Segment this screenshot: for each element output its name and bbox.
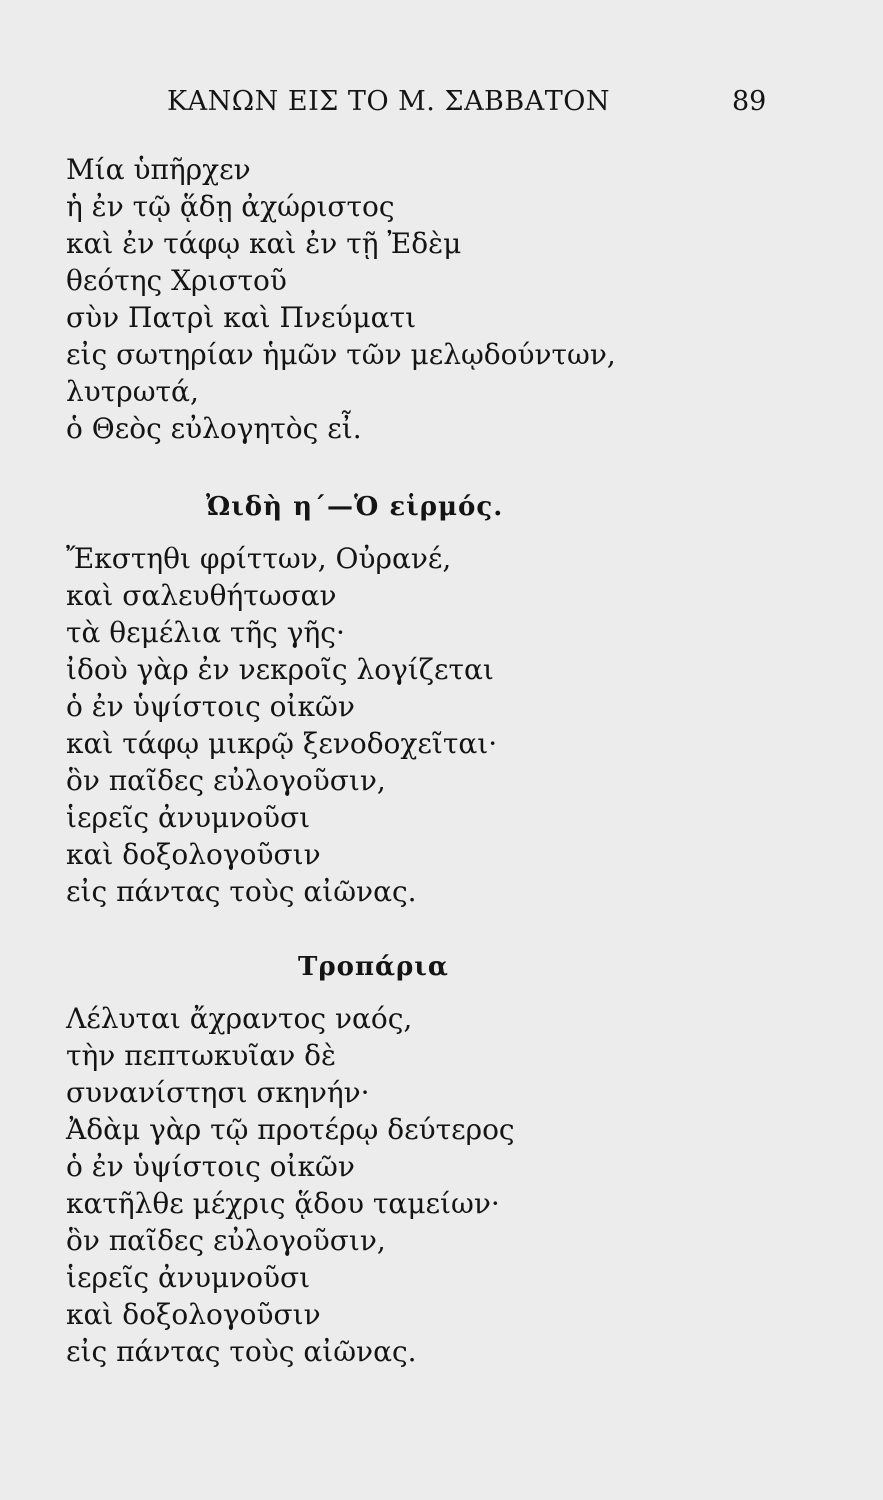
text-line: καὶ ἐν τάφῳ καὶ ἐν τῇ Ἐδὲμ bbox=[66, 227, 462, 260]
stanza-2 bbox=[66, 540, 497, 910]
text-line: καὶ δοξολογοῦσιν bbox=[66, 838, 321, 871]
stanza-1 bbox=[66, 151, 616, 447]
text-line: θεότης Χριστοῦ bbox=[66, 264, 287, 297]
section-heading-troparia: Τροπάρια bbox=[298, 952, 449, 982]
text-line: Μία ὑπῆρχεν bbox=[66, 153, 251, 186]
section-heading-ode: Ὠιδὴ η΄—Ὁ εἱρμός. bbox=[206, 492, 504, 522]
text-line: συνανίστησι σκηνήν· bbox=[66, 1076, 370, 1109]
text-line: Λέλυται ἄχραντος ναός, bbox=[66, 1002, 413, 1035]
text-line: καὶ σαλευθήτωσαν bbox=[66, 579, 337, 612]
text-line: εἰς πάντας τοὺς αἰῶνας. bbox=[66, 875, 417, 908]
text-line: Ἀδὰμ γὰρ τῷ προτέρῳ δεύτερος bbox=[66, 1113, 515, 1146]
text-line: ἡ ἐν τῷ ᾅδῃ ἀχώριστος bbox=[66, 190, 395, 223]
text-line: ἱερεῖς ἀνυμνοῦσι bbox=[66, 1261, 311, 1294]
text-line: ὃν παῖδες εὐλογοῦσιν, bbox=[66, 1224, 386, 1257]
text-line: κατῆλθε μέχρις ᾅδου ταμείων· bbox=[66, 1187, 500, 1220]
running-title: ΚΑΝΩΝ ΕΙΣ ΤΟ Μ. ΣΑΒΒΑΤΟΝ bbox=[167, 86, 611, 117]
text-line: λυτρωτά, bbox=[66, 375, 199, 408]
text-line: τὴν πεπτωκυῖαν δὲ bbox=[66, 1039, 337, 1072]
text-line: ὃν παῖδες εὐλογοῦσιν, bbox=[66, 764, 386, 797]
stanza-3 bbox=[66, 1000, 515, 1370]
text-line: εἰς πάντας τοὺς αἰῶνας. bbox=[66, 1335, 417, 1368]
text-line: εἰς σωτηρίαν ἡμῶν τῶν μελῳδούντων, bbox=[66, 338, 616, 371]
text-line: τὰ θεμέλια τῆς γῆς· bbox=[66, 616, 345, 649]
text-line: ὁ Θεὸς εὐλογητὸς εἶ. bbox=[66, 412, 362, 445]
text-line: καὶ δοξολογοῦσιν bbox=[66, 1298, 321, 1331]
text-line: καὶ τάφῳ μικρῷ ξενοδοχεῖται· bbox=[66, 727, 498, 760]
text-line: ἱερεῖς ἀνυμνοῦσι bbox=[66, 801, 311, 834]
text-line: ὁ ἐν ὑψίστοις οἰκῶν bbox=[66, 690, 355, 723]
text-line: ὁ ἐν ὑψίστοις οἰκῶν bbox=[66, 1150, 355, 1183]
page-number: 89 bbox=[732, 86, 767, 117]
text-line: Ἔκστηθι φρίττων, Οὐρανέ, bbox=[66, 542, 452, 575]
text-line: ἰδοὺ γὰρ ἐν νεκροῖς λογίζεται bbox=[66, 653, 494, 686]
text-line: σὺν Πατρὶ καὶ Πνεύματι bbox=[66, 301, 417, 334]
page-header bbox=[0, 86, 883, 126]
